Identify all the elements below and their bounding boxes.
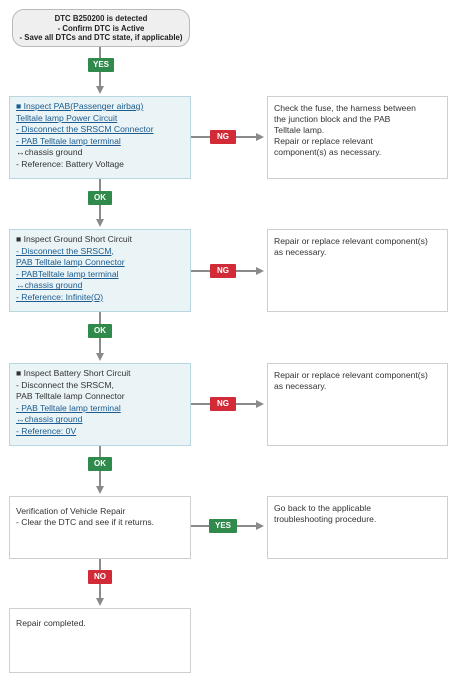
ng-badge: NG xyxy=(210,397,236,411)
action-line: Check the fuse, the harness between xyxy=(274,103,416,113)
verification-box xyxy=(9,496,191,559)
action-line: as necessary. xyxy=(274,381,327,391)
step-line[interactable]: ■ Inspect PAB(Passenger airbag) xyxy=(16,101,144,111)
start-line: - Confirm DTC is Active xyxy=(57,23,145,33)
step-line[interactable]: ↔chassis ground xyxy=(16,280,83,291)
yes-badge: YES xyxy=(88,58,114,72)
start-node xyxy=(12,9,190,47)
action-line: Telltale lamp. xyxy=(274,125,325,135)
step-line[interactable]: ↔chassis ground xyxy=(16,414,83,425)
action-line: the junction block and the PAB xyxy=(274,114,391,124)
action-line: Go back to the applicable xyxy=(274,503,371,513)
step-line[interactable]: - PAB Telltale lamp terminal xyxy=(16,402,121,413)
ok-badge: OK xyxy=(88,457,112,471)
action-check-fuse xyxy=(267,96,448,179)
step-line[interactable]: - Disconnect the SRSCM, xyxy=(16,245,114,256)
action-line: Repair or replace relevant component(s) xyxy=(274,236,428,246)
step-line[interactable]: - Reference: Infinite(Ω) xyxy=(16,291,104,302)
step-line: ■ Inspect Ground Short Circuit xyxy=(16,234,133,244)
inspect-power-circuit xyxy=(9,96,191,179)
step-line[interactable]: - PABTelltale lamp terminal xyxy=(16,268,119,279)
yes-badge: YES xyxy=(209,519,237,533)
step-line[interactable]: - PAB Telltale lamp terminal xyxy=(16,135,121,146)
step-line: - Disconnect the SRSCM, xyxy=(16,379,114,390)
action-repair-battery xyxy=(267,363,448,446)
step-line: PAB Telltale lamp Connector xyxy=(16,391,125,402)
verify-line: Verification of Vehicle Repair xyxy=(16,506,126,516)
action-line: Repair or replace relevant component(s) xyxy=(274,370,428,380)
action-line: component(s) as necessary. xyxy=(274,147,382,157)
start-line: DTC B250200 is detected xyxy=(54,14,148,23)
ok-badge: OK xyxy=(88,324,112,338)
action-line: Repair or replace relevant xyxy=(274,136,373,146)
ng-badge: NG xyxy=(210,130,236,144)
step-line[interactable]: - Reference: 0V xyxy=(16,425,77,436)
start-line: - Save all DTCs and DTC state, if applicable) xyxy=(19,33,183,43)
step-line: - Reference: Battery Voltage xyxy=(16,158,124,169)
ng-badge: NG xyxy=(210,264,236,278)
ok-badge: OK xyxy=(88,191,112,205)
action-go-back xyxy=(267,496,448,559)
repair-completed-box xyxy=(9,608,191,673)
action-line: as necessary. xyxy=(274,247,327,257)
inspect-ground-short xyxy=(9,229,191,312)
step-line: ■ Inspect Battery Short Circuit xyxy=(16,368,131,378)
no-badge: NO xyxy=(88,570,112,584)
action-repair-ground xyxy=(267,229,448,312)
step-line[interactable]: PAB Telltale lamp Connector xyxy=(16,257,125,268)
step-line[interactable]: - Disconnect the SRSCM Connector xyxy=(16,124,154,135)
verify-line: - Clear the DTC and see if it returns. xyxy=(16,517,155,527)
action-line: troubleshooting procedure. xyxy=(274,514,377,524)
inspect-battery-short xyxy=(9,363,191,446)
end-line: Repair completed. xyxy=(16,618,86,628)
step-line: ↔chassis ground xyxy=(16,147,83,158)
step-line[interactable]: Telltale lamp Power Circuit xyxy=(16,112,118,123)
